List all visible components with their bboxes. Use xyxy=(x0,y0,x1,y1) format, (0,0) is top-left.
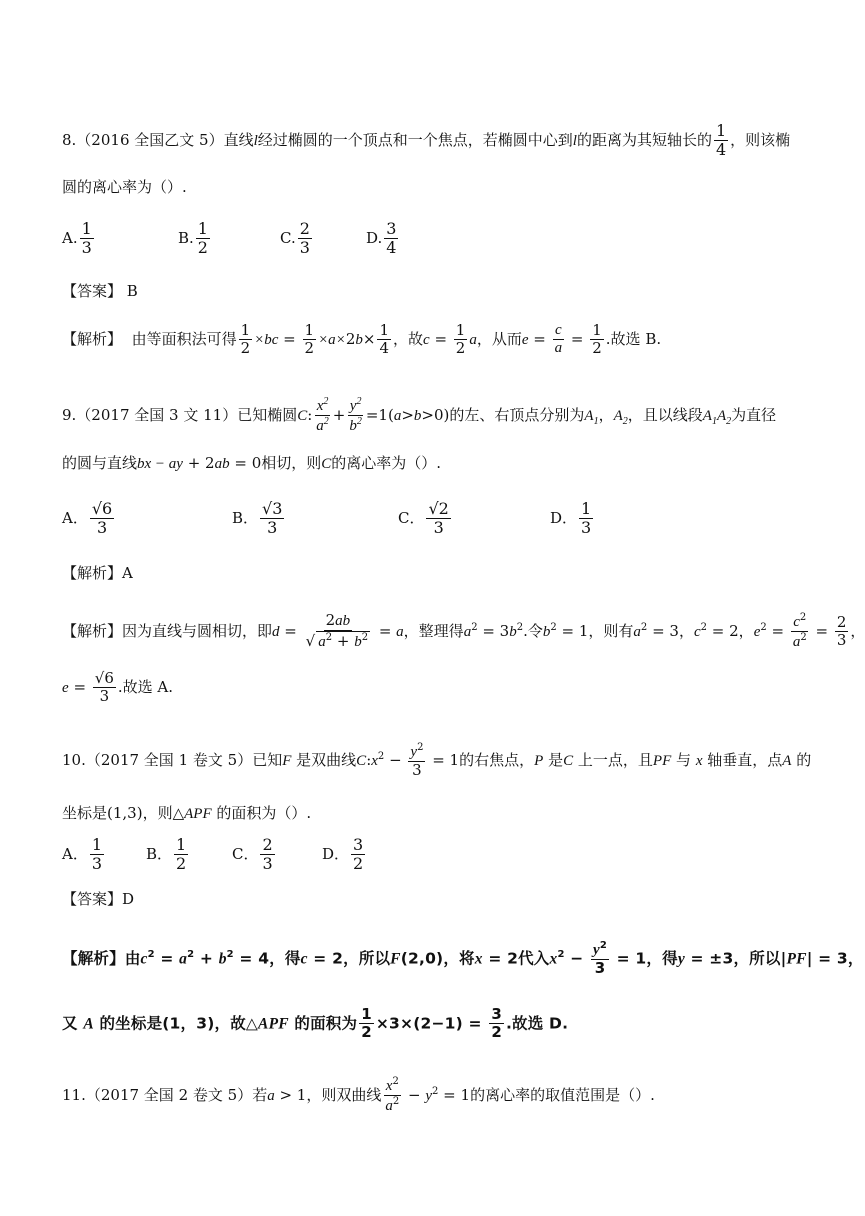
q8-option-d: D. $\frac{3}{4}$ xyxy=(366,219,397,258)
q10-answer: 【答案】D xyxy=(62,890,135,908)
q9-option-d: D． $\frac{1}{3}$ xyxy=(550,499,592,538)
q8-stem-text: 的距离为其短轴长的 xyxy=(576,130,712,149)
q8-option-b: B. $\frac{1}{2}$ xyxy=(178,219,208,258)
q8-fraction: $\frac{1}{4}$ xyxy=(715,121,727,160)
q10-option-d: D． $\frac{3}{2}$ xyxy=(322,835,364,874)
q9-option-c: C． $\frac{√2}{3}$ xyxy=(398,499,449,538)
q8-option-c: C. $\frac{2}{3}$ xyxy=(280,219,310,258)
q9-stem-line1: 9.（2017 全国 3 文 11）已知椭圆C: $\frac{x^2}{a^2}$ + $\frac{y^2}{b^2}$ =1(a>b>0)的左、右顶点分别为$A_1$，$A_2$，且以线段$A_1A_2$为直径 xyxy=(62,396,777,435)
q10-option-c: C． $\frac{2}{3}$ xyxy=(232,835,273,874)
q9-option-b: B． $\frac{√3}{3}$ xyxy=(232,499,283,538)
q8-var-l: l xyxy=(253,132,258,149)
q8-stem-line1 xyxy=(62,122,790,160)
q8-stem-text: 经过椭圆的一个顶点和一个焦点，若椭圆中心到 xyxy=(257,130,573,149)
q10-stem-line2: 坐标是(1,3)，则△APF 的面积为（）. xyxy=(62,804,312,822)
q8-var-l: l xyxy=(572,132,577,149)
q8-option-a: A. $\frac{1}{3}$ xyxy=(62,219,92,258)
q8-answer: 【答案】 B xyxy=(62,282,138,300)
q8-stem-text: 8.（2016 全国乙文 5）直线 xyxy=(62,130,254,149)
q9-analysis-line2: e = $\frac{√6}{3}$ .故选 A. xyxy=(62,669,174,706)
q10-analysis-line1: 【解析】由$c^2 = a^2 + b^2 = 4$，得c = 2，所以F(2,0)，将x = 2代入$x^2$ − $\frac{y^2}{3}$ = 1，得y = ±3，所以|PF| = 3， xyxy=(62,940,864,978)
q8-stem-text: ，则该椭 xyxy=(730,130,791,149)
q9-stem-line2: 的圆与直线bx − ay + 2ab = 0相切，则C的离心率为（）. xyxy=(62,454,442,472)
q9-answer: 【解析】A xyxy=(62,564,133,582)
q11-stem: 11.（2017 全国 2 卷文 5）若a > 1，则双曲线 $\frac{x^2}{a^2}$ − $y^2 = 1$的离心率的取值范围是（）. xyxy=(62,1076,655,1115)
q9-option-a: A． $\frac{√6}{3}$ xyxy=(62,499,113,538)
q8-analysis: 【解析】 由等面积法可得 $\frac{1}{2}$ ×bc = $\frac{1}{2}$ ×a×2b× $\frac{1}{4}$ ，故c = $\frac{1}{2}$ a，从而e = $\frac{c}{a}$ = $\frac{1}{2}$ .故选 B. xyxy=(62,321,662,358)
q9-analysis-line1: 【解析】因为直线与圆相切，即d = $\frac{2ab}{√ a^2 + b^2}$ = a，整理得$a^2 = 3b^2$.令$b^2 = 1$，则有$a^2 = 3$，$c^2 = 2$，$e^2$ = $\frac{c^2}{a^2}$ = $\frac{2}{3}$ ， xyxy=(62,611,865,651)
q10-option-b: B． $\frac{1}{2}$ xyxy=(146,835,187,874)
q10-option-a: A． $\frac{1}{3}$ xyxy=(62,835,103,874)
q10-analysis-line2: 又 A 的坐标是(1，3)，故△APF 的面积为 $\frac{1}{2}$ ×3×(2−1) = $\frac{3}{2}$ .故选 D. xyxy=(62,1005,569,1042)
q10-stem-line1: 10.（2017 全国 1 卷文 5）已知F 是双曲线$C:x^2$ − $\frac{y^2}{3}$ = 1的右焦点，P 是C 上一点，且PF 与 x 轴垂直，点A 的 xyxy=(62,742,812,780)
q8-stem-line2: 圆的离心率为（）. xyxy=(62,178,187,196)
